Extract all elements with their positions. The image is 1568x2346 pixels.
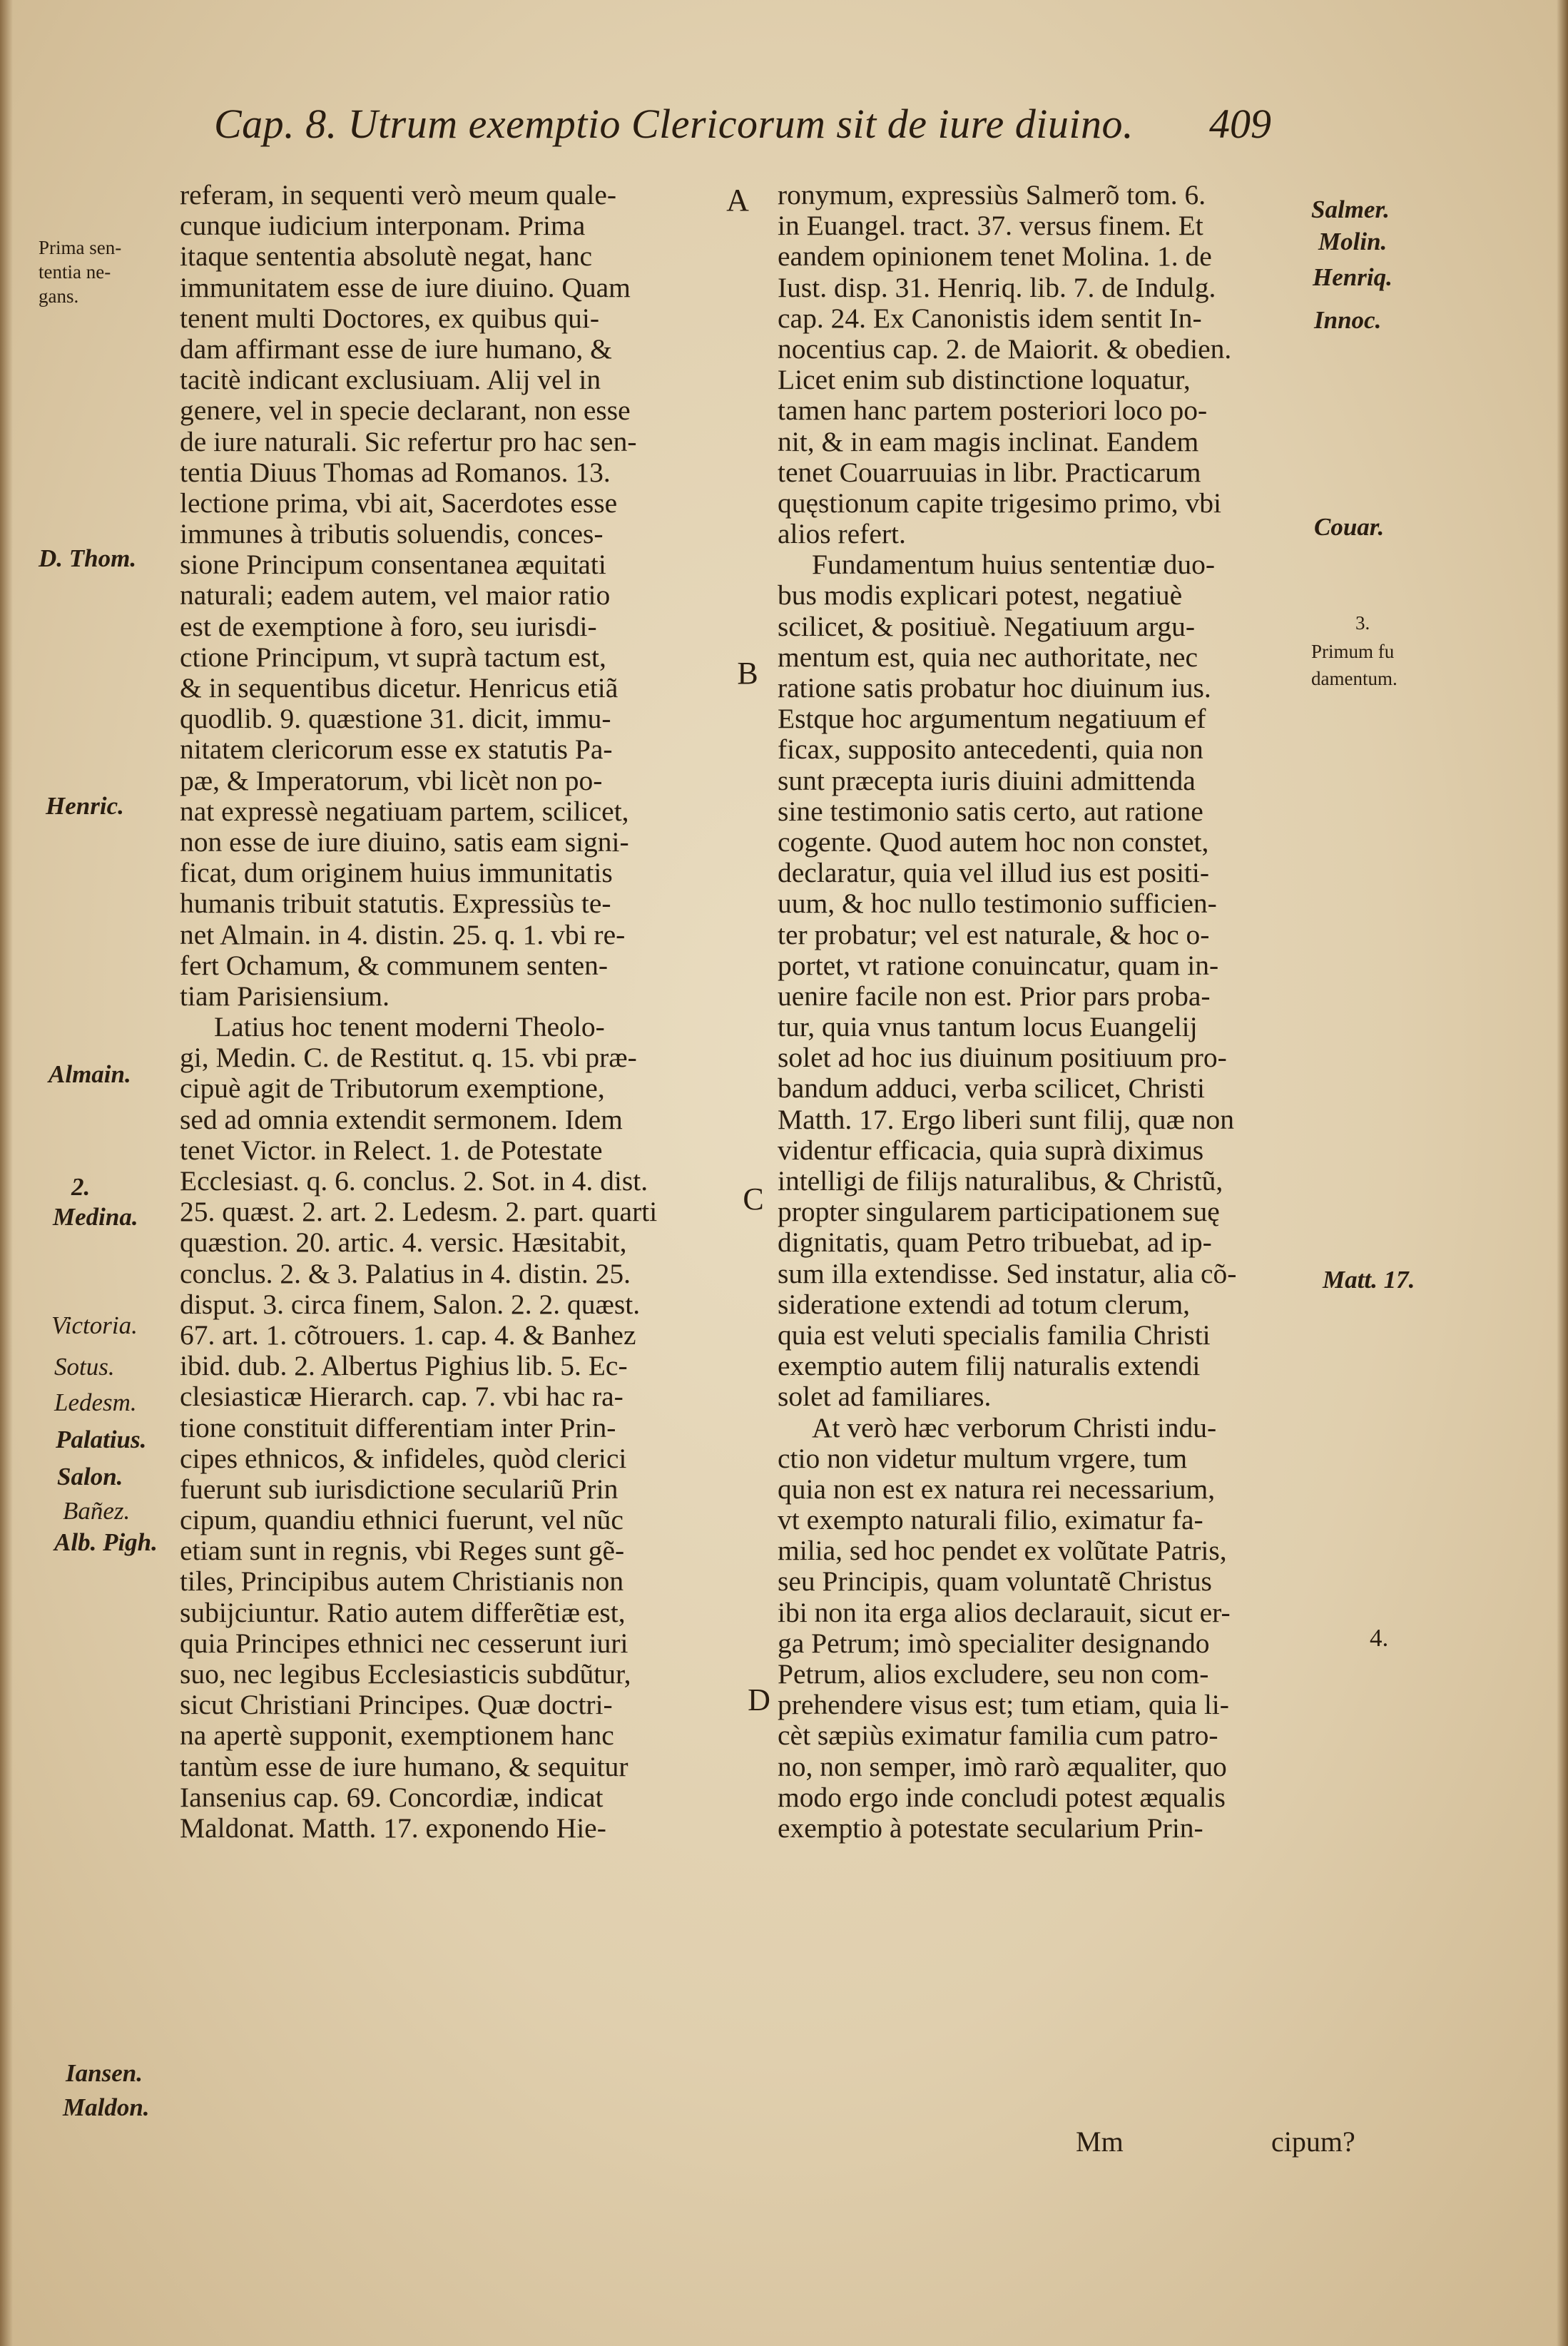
text-line: itaque sententia absolutè negat, hanc bbox=[180, 241, 593, 273]
text-line: cipes ethnicos, & infideles, quòd clerici bbox=[180, 1443, 627, 1474]
margin-note-right: Matt. 17. bbox=[1323, 1266, 1415, 1294]
text-line: fuerunt sub iurisdictione seculariũ Prin bbox=[180, 1473, 618, 1505]
text-line: ronymum, expressiùs Salmerõ tom. 6. bbox=[778, 180, 1206, 210]
margin-note-right: Primum fu bbox=[1311, 641, 1395, 662]
text-line: quia Principes ethnici nec cesserunt iuri bbox=[180, 1628, 628, 1659]
text-line: in Euangel. tract. 37. versus finem. Et bbox=[778, 210, 1203, 242]
text-line: Estque hoc argumentum negatiuum ef bbox=[778, 704, 1206, 735]
text-line: videntur efficacia, quia suprà diximus bbox=[778, 1134, 1204, 1166]
text-line: tentia Diuus Thomas ad Romanos. 13. bbox=[180, 457, 611, 488]
text-line: scilicet, & positiuè. Negatiuum argu- bbox=[778, 611, 1196, 642]
text-line: sideratione extendi ad totum clerum, bbox=[778, 1289, 1191, 1320]
page-shadow-right bbox=[1557, 0, 1568, 2346]
text-line: ctio non videtur multum vrgere, tum bbox=[778, 1443, 1188, 1474]
section-letter: A bbox=[726, 183, 749, 218]
text-line: Petrum, alios excludere, seu non com- bbox=[778, 1659, 1209, 1690]
text-line: eandem opinionem tenet Molina. 1. de bbox=[778, 241, 1212, 273]
text-line: disput. 3. circa finem, Salon. 2. 2. quæst. bbox=[180, 1289, 641, 1320]
text-line: nocentius cap. 2. de Maiorit. & obedien. bbox=[778, 333, 1232, 365]
margin-note-right: 4. bbox=[1370, 1624, 1389, 1652]
text-line: naturali; eadem autem, vel maior ratio bbox=[180, 580, 611, 611]
text-line: sicut Christiani Principes. Quæ doctri- bbox=[180, 1690, 613, 1721]
text-line: tenet Victor. in Relect. 1. de Potestate bbox=[180, 1134, 603, 1166]
text-line: immunes à tributis soluendis, conces- bbox=[180, 519, 604, 550]
text-line: modo ergo inde concludi potest æqualis bbox=[778, 1782, 1226, 1813]
text-line: declaratur, quia vel illud ius est positi- bbox=[778, 858, 1210, 889]
margin-note-left: Maldon. bbox=[63, 2093, 150, 2121]
text-line: etiam sunt in regnis, vbi Reges sunt gẽ- bbox=[180, 1535, 625, 1567]
margin-note-left: D. Thom. bbox=[39, 544, 137, 572]
text-line: cogente. Quod autem hoc non constet, bbox=[778, 826, 1209, 858]
text-line: quia non est ex natura rei necessarium, bbox=[778, 1473, 1216, 1505]
margin-note-right: Innoc. bbox=[1314, 306, 1382, 334]
text-line: ratione satis probatur hoc diuinum ius. bbox=[778, 673, 1211, 704]
text-line: clesiasticæ Hierarch. cap. 7. vbi hac ra- bbox=[180, 1381, 623, 1413]
section-letter: D bbox=[748, 1682, 770, 1717]
text-line: gi, Medin. C. de Restitut. q. 15. vbi præ- bbox=[180, 1042, 637, 1074]
text-line: tamen hanc partem posteriori loco po- bbox=[778, 395, 1208, 427]
margin-note-left: Bañez. bbox=[63, 1497, 131, 1525]
text-line: sine testimonio satis certo, aut ratione bbox=[778, 796, 1203, 827]
text-line: mentum est, quia nec authoritate, nec bbox=[778, 641, 1198, 673]
text-line: tantùm esse de iure humano, & sequitur bbox=[180, 1751, 628, 1782]
text-line: sunt præcepta iuris diuini admittenda bbox=[778, 765, 1196, 796]
catchword: cipum? bbox=[1271, 2126, 1355, 2158]
margin-note-left: Prima sen- bbox=[39, 237, 122, 258]
text-line: exemptio à potestate secularium Prin- bbox=[778, 1812, 1203, 1844]
margin-note-right: Couar. bbox=[1314, 513, 1385, 541]
text-line: cipuè agit de Tributorum exemptione, bbox=[180, 1073, 605, 1105]
text-line: quæstion. 20. artic. 4. versic. Hæsitabit, bbox=[180, 1227, 627, 1259]
text-line: Latius hoc tenent moderni Theolo- bbox=[214, 1012, 605, 1043]
text-line: suo, nec legibus Ecclesiasticis subdũtur, bbox=[180, 1659, 631, 1690]
margin-note-left: Salon. bbox=[57, 1463, 123, 1491]
margin-note-left: Ledesm. bbox=[54, 1388, 137, 1416]
text-line: seu Principis, quam voluntatẽ Christus bbox=[778, 1566, 1212, 1598]
text-line: genere, vel in specie declarant, non esse bbox=[180, 395, 631, 427]
text-line: portet, vt ratione conuincatur, quam in- bbox=[778, 950, 1219, 981]
text-line: no, non semper, imò rarò æqualiter, quo bbox=[778, 1751, 1227, 1782]
text-line: nat expressè negatiuam partem, scilicet, bbox=[180, 796, 629, 827]
margin-note-left: Henric. bbox=[46, 792, 124, 820]
text-line: cunque iudicium interponam. Prima bbox=[180, 210, 586, 242]
text-line: lectione prima, vbi ait, Sacerdotes esse bbox=[180, 487, 618, 519]
margin-note-left: 2. bbox=[71, 1173, 91, 1201]
margin-note-right: Henriq. bbox=[1313, 263, 1393, 291]
text-line: conclus. 2. & 3. Palatius in 4. distin. 25. bbox=[180, 1258, 631, 1289]
text-line: na apertè supponit, exemptionem hanc bbox=[180, 1720, 614, 1752]
text-line: & in sequentibus dicetur. Henricus etiã bbox=[180, 673, 618, 704]
text-line: Iust. disp. 31. Henriq. lib. 7. de Indulg. bbox=[778, 272, 1216, 303]
text-line: de iure naturali. Sic refertur pro hac sen- bbox=[180, 426, 637, 457]
margin-note-left: Sotus. bbox=[54, 1353, 115, 1381]
section-letter: B bbox=[737, 656, 758, 691]
text-line: Ecclesiast. q. 6. conclus. 2. Sot. in 4. dist. bbox=[180, 1166, 648, 1197]
margin-note-right: damentum. bbox=[1311, 668, 1398, 689]
text-line: non esse de iure diuino, satis eam signi- bbox=[180, 826, 629, 858]
text-line: alios refert. bbox=[778, 519, 906, 550]
text-line: sed ad omnia extendit sermonem. Idem bbox=[180, 1104, 623, 1135]
text-line: tiles, Principibus autem Christianis non bbox=[180, 1566, 624, 1598]
text-line: Maldonat. Matth. 17. exponendo Hie- bbox=[180, 1812, 606, 1844]
margin-note-right: Molin. bbox=[1318, 228, 1388, 255]
margin-note-left: tentia ne- bbox=[39, 261, 111, 283]
margin-note-left: Medina. bbox=[53, 1203, 138, 1231]
text-line: ficat, dum originem huius immunitatis bbox=[180, 858, 613, 889]
text-line: immunitatem esse de iure diuino. Quam bbox=[180, 272, 631, 303]
margin-note-left: Alb. Pigh. bbox=[54, 1528, 158, 1556]
margin-note-left: Victoria. bbox=[51, 1311, 138, 1339]
text-line: sum illa extendisse. Sed instatur, alia cõ- bbox=[778, 1258, 1237, 1289]
text-line: Licet enim sub distinctione loquatur, bbox=[778, 365, 1191, 396]
text-line: pæ, & Imperatorum, vbi licèt non po- bbox=[180, 765, 603, 796]
text-line: vt exempto naturali filio, eximatur fa- bbox=[778, 1505, 1203, 1536]
text-line: subijciuntur. Ratio autem differẽtiæ est, bbox=[180, 1597, 626, 1628]
text-line: quęstionum capite trigesimo primo, vbi bbox=[778, 487, 1222, 519]
text-line: referam, in sequenti verò meum quale- bbox=[180, 180, 616, 210]
text-line: net Almain. in 4. distin. 25. q. 1. vbi re- bbox=[180, 919, 626, 950]
text-line: tione constituit differentiam inter Prin- bbox=[180, 1412, 616, 1443]
text-line: ibi non ita erga alios declarauit, sicut er- bbox=[778, 1597, 1231, 1628]
margin-note-left: Iansen. bbox=[66, 2059, 143, 2087]
text-line: tacitè indicant exclusiuam. Alij vel in bbox=[180, 365, 601, 396]
text-line: prehendere visus est; tum etiam, quia li- bbox=[778, 1690, 1229, 1721]
text-line: cipum, quandiu ethnici fuerunt, vel nũc bbox=[180, 1505, 623, 1536]
running-title: Cap. 8. Utrum exemptio Clericorum sit de iure diuino. bbox=[214, 101, 1134, 147]
margin-note-right: Salmer. bbox=[1311, 196, 1390, 223]
text-line: sione Principum consentanea æquitati bbox=[180, 549, 606, 581]
text-line: solet ad hoc ius diuinum positiuum pro- bbox=[778, 1042, 1227, 1074]
text-line: propter singularem participationem suę bbox=[778, 1197, 1220, 1228]
page-shadow-left bbox=[0, 0, 13, 2346]
text-line: milia, sed hoc pendet ex volũtate Patris, bbox=[778, 1535, 1227, 1567]
text-line: bus modis explicari potest, negatiuè bbox=[778, 580, 1183, 611]
text-line: ctione Principum, vt suprà tactum est, bbox=[180, 641, 606, 673]
signature-mark: Mm bbox=[1076, 2126, 1124, 2158]
text-line: At verò hæc verborum Christi indu- bbox=[812, 1412, 1217, 1443]
margin-note-right: 3. bbox=[1355, 612, 1370, 634]
text-line: dignitatis, quam Petro tribuebat, ad ip- bbox=[778, 1227, 1212, 1259]
text-line: humanis tribuit statutis. Expressiùs te- bbox=[180, 888, 611, 920]
text-line: tenent multi Doctores, ex quibus qui- bbox=[180, 303, 600, 334]
text-line: ibid. dub. 2. Albertus Pighius lib. 5. Ec- bbox=[180, 1351, 628, 1382]
text-line: quia est veluti specialis familia Christi bbox=[778, 1319, 1211, 1351]
text-line: uenire facile non est. Prior pars proba- bbox=[778, 980, 1211, 1012]
text-line: Iansenius cap. 69. Concordiæ, indicat bbox=[180, 1782, 604, 1813]
text-line: ficax, supposito antecedenti, quia non bbox=[778, 734, 1203, 766]
text-line: tur, quia vnus tantum locus Euangelij bbox=[778, 1012, 1198, 1043]
text-line: Fundamentum huius sententiæ duo- bbox=[812, 549, 1216, 581]
left-column bbox=[180, 180, 722, 1844]
text-line: Matth. 17. Ergo liberi sunt filij, quæ non bbox=[778, 1104, 1235, 1135]
text-line: cèt sæpiùs eximatur familia cum patro- bbox=[778, 1720, 1218, 1752]
text-line: ga Petrum; imò specialiter designando bbox=[778, 1628, 1210, 1659]
text-line: tiam Parisiensium. bbox=[180, 980, 390, 1012]
margin-note-left: gans. bbox=[39, 285, 79, 307]
text-line: fert Ochamum, & communem senten- bbox=[180, 950, 609, 981]
text-line: exemptio autem filij naturalis extendi bbox=[778, 1351, 1201, 1382]
text-line: nit, & in eam magis inclinat. Eandem bbox=[778, 426, 1199, 457]
text-line: 67. art. 1. cõtrouers. 1. cap. 4. & Banhez bbox=[180, 1319, 636, 1351]
text-line: tenet Couarruuias in libr. Practicarum bbox=[778, 457, 1201, 488]
text-line: intelligi de filijs naturalibus, & Christũ, bbox=[778, 1166, 1223, 1197]
page-number: 409 bbox=[1209, 101, 1271, 147]
margin-note-left: Palatius. bbox=[56, 1426, 147, 1453]
text-line: bandum adduci, verba scilicet, Christi bbox=[778, 1073, 1205, 1105]
margin-note-left: Almain. bbox=[49, 1060, 131, 1088]
right-column bbox=[778, 180, 1320, 1844]
text-line: nitatem clericorum esse ex statutis Pa- bbox=[180, 734, 613, 766]
text-line: 25. quæst. 2. art. 2. Ledesm. 2. part. quarti bbox=[180, 1197, 658, 1228]
text-line: cap. 24. Ex Canonistis idem sentit In- bbox=[778, 303, 1202, 334]
text-line: solet ad familiares. bbox=[778, 1381, 992, 1413]
section-letter: C bbox=[743, 1182, 764, 1217]
text-line: quodlib. 9. quæstione 31. dicit, immu- bbox=[180, 704, 611, 735]
text-line: est de exemptione à foro, seu iurisdi- bbox=[180, 611, 597, 642]
text-line: uum, & hoc nullo testimonio sufficien- bbox=[778, 888, 1217, 920]
text-line: ter probatur; vel est naturale, & hoc o- bbox=[778, 919, 1210, 950]
text-line: dam affirmant esse de iure humano, & bbox=[180, 333, 612, 365]
